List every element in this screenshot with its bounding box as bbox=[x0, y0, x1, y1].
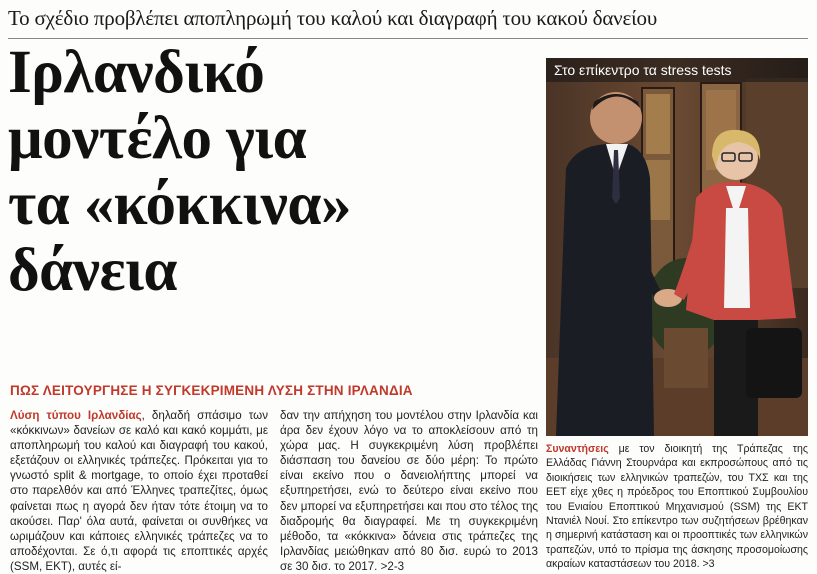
headline-line-1: Ιρλανδικό bbox=[8, 39, 265, 106]
photo-illustration bbox=[546, 58, 808, 436]
body-column-1 bbox=[10, 408, 268, 573]
caption-lead: Συναντήσεις bbox=[546, 443, 609, 455]
headline-line-2: μοντέλο για bbox=[8, 105, 307, 172]
photo-label: Στο επίκεντρο τα stress tests bbox=[546, 58, 808, 82]
headline-line-3: τα «κόκκινα» bbox=[8, 171, 351, 238]
body-paragraph-1 bbox=[10, 408, 268, 574]
article-kicker: Το σχέδιο προβλέπει αποπληρωμή του καλού και διαγραφή του κακού δανείου bbox=[8, 6, 658, 30]
photo-caption bbox=[546, 442, 808, 572]
article-subhead: ΠΩΣ ΛΕΙΤΟΥΡΓΗΣΕ Η ΣΥΓΚΕΚΡΙΜΕΝΗ ΛΥΣΗ ΣΤΗΝ ΙΡΛΑΝΔΙΑ bbox=[10, 383, 413, 398]
body-text-1: , δηλαδή σπάσιμο των «κόκκινων» δανείων σε καλό και κακό κομμάτι, με αποπληρωμή του καλού και διαγραφή του κακού, εξετάζουν οι ελληνικές τράπεζες. Πρόκειται για το γνωστό split & mortgage, το οποίο έχει προταθεί στο παρελθόν και από Έλληνες τραπεζίτες, όμως φαίνεται πως η αγορά δεν ήταν τότε έτοιμη να το ακούσει. Παρ' όλα αυτά, φαίνεται οι συνθήκες να ωριμάζουν και κάποιες ελληνικές τράπεζες να το αποδέχονται. Σε ό,τι αφορά τις εποπτικές αρχές (SSM, ΕΚΤ), αυτές εί- bbox=[10, 409, 268, 573]
body-lead: Λύση τύπου Ιρλανδίας bbox=[10, 409, 142, 422]
headline-line-4: δάνεια bbox=[8, 237, 177, 304]
article-photo bbox=[546, 58, 808, 436]
article-body bbox=[10, 408, 538, 573]
caption-text: με τον διοικητή της Τράπεζας της Ελλάδας Γιάννη Στουρνάρα και εκπροσώπους από τις διοικήσεις των ελληνικών τραπεζών, του ΤΧΣ και της ΕΕΤ είχε χθες η πρόεδρος του Εποπτικού Συμβουλίου του Ενιαίου Εποπτικού Μηχανισμού (SSM) της ΕΚΤ Ντανιέλ Νουί. Στο επίκεντρο των συζητήσεων βρέθηκαν η σημερινή κατάσταση και οι προοπτικές των ελληνικών τραπεζών, υπό το πρίσμα της άσκησης προσομοίωσης ακραίων καταστάσεων του 2018. >3 bbox=[546, 443, 808, 571]
body-paragraph-2: δαν την απήχηση του μοντέλου στην Ιρλανδία και άρα δεν έχουν λόγο να το αποκλείσουν από τη χώρα μας. Η συγκεκριμένη λύση προβλέπει διάσπαση του δανείου σε δύο μέρη: Το πρώτο είναι εκείνο που ο δανειολήπτης μπορεί να εξυπηρετήσει, ενώ το δεύτερο είναι εκείνο που δεν μπορεί να εξυπηρετήσει και που στο τέλος της διαδρομής θα διαγραφεί. Με τη συγκεκριμένη μέθοδο, τα «κόκκινα» δάνεια στις τράπεζες της Ιρλανδίας μειώθηκαν από 80 δισ. ευρώ το 2013 σε 30 δισ. το 2017. >2-3 bbox=[280, 409, 538, 573]
article-headline bbox=[8, 40, 548, 304]
body-column-2 bbox=[280, 408, 538, 573]
